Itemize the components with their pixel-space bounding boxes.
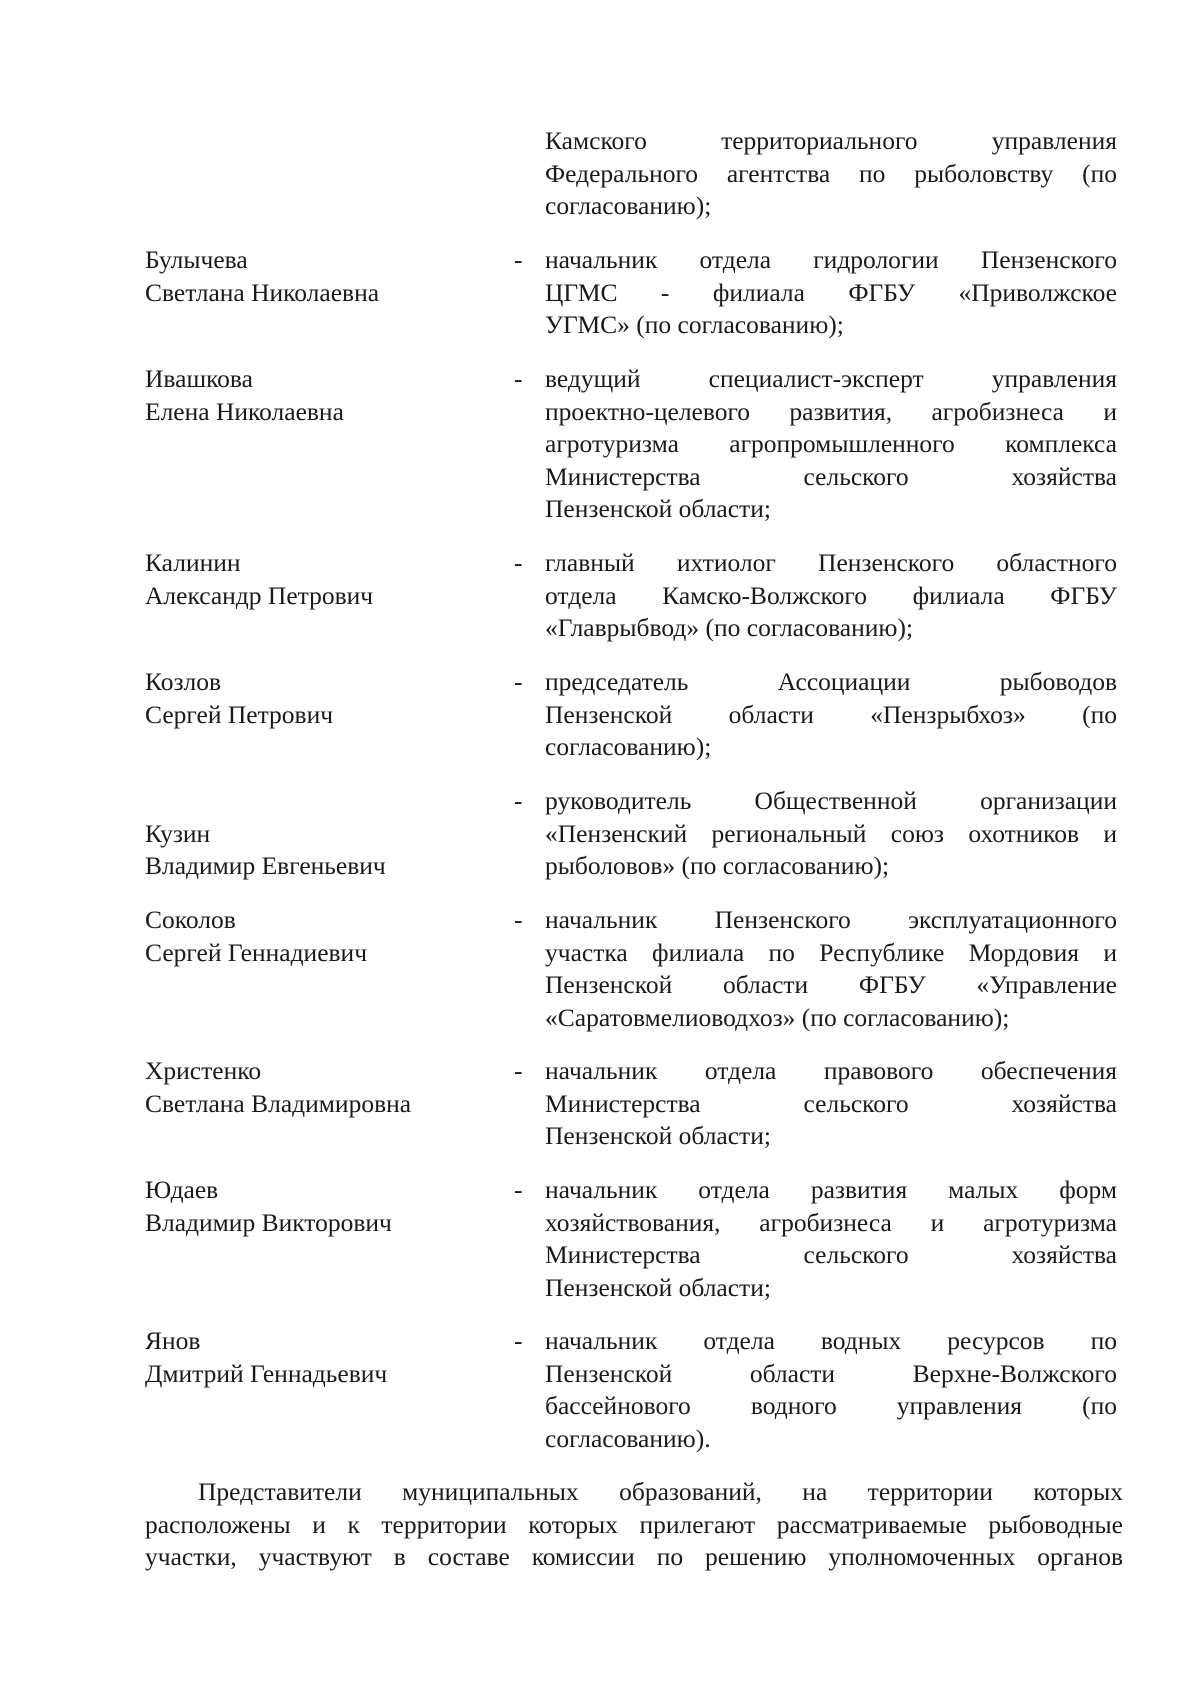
member-surname: Соколов bbox=[145, 905, 236, 934]
member-position bbox=[545, 1055, 1117, 1153]
position-line: «Главрыбвод» (по согласованию); bbox=[545, 613, 914, 642]
member-surname: Калинин bbox=[145, 548, 241, 577]
position-line: Министерства сельского хозяйства bbox=[545, 1240, 1117, 1269]
position-line: Пензенской области; bbox=[545, 1121, 771, 1150]
position-line: Пензенской области; bbox=[545, 1272, 771, 1302]
position-line: начальник отдела развития малых форм bbox=[545, 1175, 1117, 1204]
paragraph-line: участки, участвуют в составе комиссии по решению уполномоченных органов bbox=[145, 1542, 1123, 1571]
member-surname: Янов bbox=[145, 1326, 201, 1355]
position-line: рыболовов» (по согласованию); bbox=[545, 851, 890, 880]
member-name bbox=[145, 1325, 505, 1390]
member-position bbox=[545, 244, 1117, 342]
member-surname: Кузин bbox=[145, 818, 211, 848]
member-position bbox=[545, 785, 1117, 883]
position-line: агротуризма агропромышленного комплекса bbox=[545, 429, 1117, 458]
position-line: Пензенской области; bbox=[545, 494, 771, 523]
position-line: согласованию); bbox=[545, 732, 712, 761]
member-position bbox=[545, 1174, 1117, 1304]
position-line: «Пензенский региональный союз охотников и bbox=[545, 818, 1117, 848]
member-position bbox=[545, 363, 1117, 526]
member-surname: Булычева bbox=[145, 245, 248, 274]
member-surname: Юдаев bbox=[145, 1175, 219, 1204]
member-name bbox=[145, 818, 505, 883]
dash-separator: - bbox=[514, 905, 523, 934]
member-given-names: Елена Николаевна bbox=[145, 396, 344, 426]
position-line: согласованию). bbox=[545, 1423, 711, 1453]
position-line: ведущий специалист-эксперт управления bbox=[545, 364, 1117, 393]
dash-separator: - bbox=[514, 1175, 523, 1204]
member-given-names: Владимир Евгеньевич bbox=[145, 851, 386, 880]
member-name bbox=[145, 363, 505, 428]
dash-separator: - bbox=[514, 1056, 523, 1085]
position-line: начальник отдела водных ресурсов по bbox=[545, 1326, 1117, 1355]
member-position bbox=[545, 904, 1117, 1034]
dash-separator: - bbox=[514, 786, 523, 815]
dash-separator: - bbox=[514, 245, 523, 274]
dash-separator: - bbox=[514, 667, 523, 696]
member-name bbox=[145, 244, 505, 309]
member-given-names: Александр Петрович bbox=[145, 580, 374, 610]
member-given-names: Дмитрий Геннадьевич bbox=[145, 1358, 388, 1388]
closing-paragraph bbox=[145, 1476, 1123, 1574]
position-line: Пензенской области Верхне-Волжского bbox=[545, 1358, 1117, 1388]
intro-line: Федерального агентства по рыболовству (по bbox=[545, 158, 1117, 188]
member-given-names: Сергей Геннадиевич bbox=[145, 937, 368, 967]
paragraph-line: расположены и к территории которых прилегают рассматриваемые рыбоводные bbox=[145, 1509, 1123, 1539]
member-surname: Ивашкова bbox=[145, 364, 253, 393]
member-position bbox=[545, 666, 1117, 764]
intro-line: согласованию); bbox=[545, 191, 712, 220]
position-line: проектно-целевого развития, агробизнеса и bbox=[545, 396, 1117, 426]
member-position bbox=[545, 547, 1117, 645]
member-name bbox=[145, 666, 505, 731]
member-name bbox=[145, 1174, 505, 1239]
member-surname: Козлов bbox=[145, 667, 222, 696]
intro-description bbox=[545, 125, 1117, 223]
position-line: председатель Ассоциации рыбоводов bbox=[545, 667, 1117, 696]
position-line: главный ихтиолог Пензенского областного bbox=[545, 548, 1117, 577]
member-given-names: Сергей Петрович bbox=[145, 699, 334, 729]
dash-separator: - bbox=[514, 548, 523, 577]
position-line: «Саратовмелиоводхоз» (по согласованию); bbox=[545, 1002, 1010, 1032]
member-position bbox=[545, 1325, 1117, 1455]
paragraph-line: Представители муниципальных образований, на территории которых bbox=[198, 1477, 1123, 1506]
member-given-names: Светлана Николаевна bbox=[145, 277, 380, 307]
position-line: начальник Пензенского эксплуатационного bbox=[545, 905, 1117, 934]
member-name bbox=[145, 547, 505, 612]
position-line: начальник отдела гидрологии Пензенского bbox=[545, 245, 1117, 274]
position-line: участка филиала по Республике Мордовия и bbox=[545, 937, 1117, 967]
intro-line: Камского территориального управления bbox=[545, 126, 1117, 155]
member-given-names: Светлана Владимировна bbox=[145, 1088, 412, 1118]
position-line: Пензенской области «Пензрыбхоз» (по bbox=[545, 699, 1117, 729]
member-name bbox=[145, 1055, 505, 1120]
position-line: УГМС» (по согласованию); bbox=[545, 310, 844, 339]
position-line: Министерства сельского хозяйства bbox=[545, 1088, 1117, 1118]
member-given-names: Владимир Викторович bbox=[145, 1207, 392, 1237]
position-line: бассейнового водного управления (по bbox=[545, 1391, 1117, 1420]
position-line: отдела Камско-Волжского филиала ФГБУ bbox=[545, 580, 1117, 610]
dash-separator: - bbox=[514, 364, 523, 393]
position-line: начальник отдела правового обеспечения bbox=[545, 1056, 1117, 1085]
dash-separator: - bbox=[514, 1326, 523, 1355]
position-line: Министерства сельского хозяйства bbox=[545, 461, 1117, 491]
member-surname: Христенко bbox=[145, 1056, 262, 1085]
member-name bbox=[145, 904, 505, 969]
position-line: руководитель Общественной организации bbox=[545, 786, 1117, 815]
position-line: ЦГМС - филиала ФГБУ «Приволжское bbox=[545, 277, 1117, 307]
position-line: хозяйствования, агробизнеса и агротуризма bbox=[545, 1207, 1117, 1237]
position-line: Пензенской области ФГБУ «Управление bbox=[545, 970, 1117, 999]
